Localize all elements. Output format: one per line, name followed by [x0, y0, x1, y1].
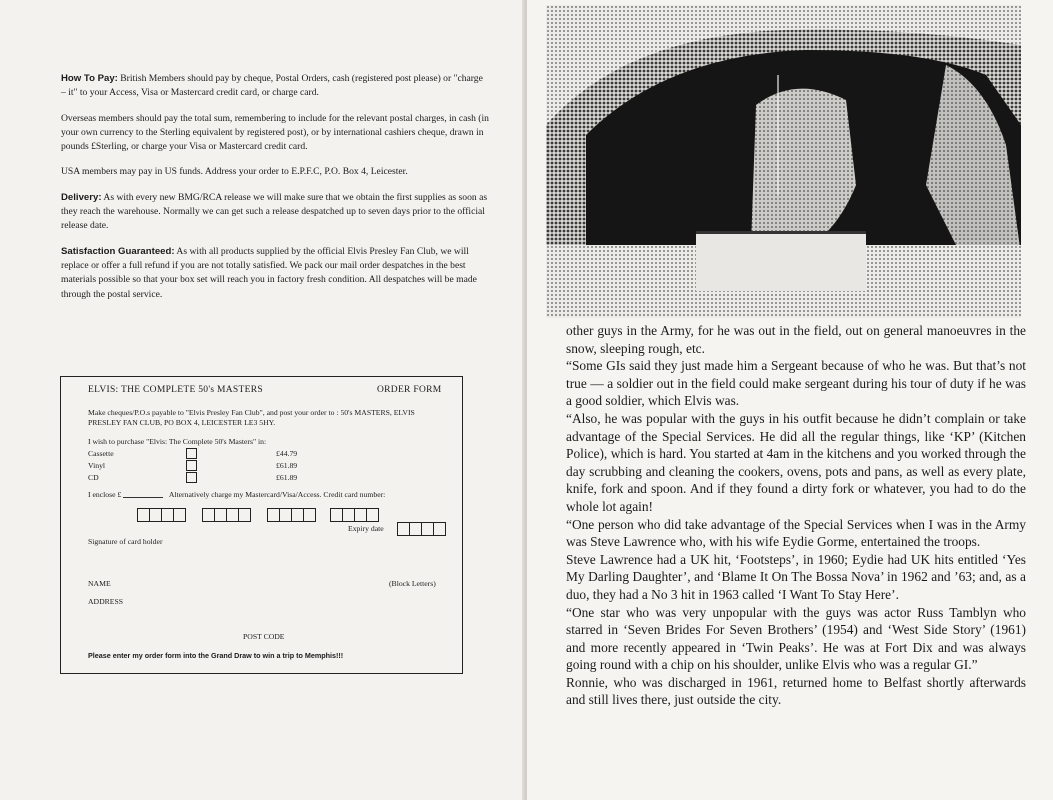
amount-field[interactable] [123, 497, 163, 498]
order-instructions: Make cheques/P.O.s payable to "Elvis Presley Fan Club", and post your order to : 50's MASTERS, ELVIS PRESLEY FAN CLUB, PO BOX 4, LEICESTER LE3 5HY. [88, 408, 415, 427]
how-to-pay-text: British Members should pay by cheque, Postal Orders, cash (registered post please) or "charge – it" to your Access, Visa or Mastercard credit card, or charge card. [61, 73, 483, 99]
cc-group-1[interactable] [137, 508, 185, 520]
enclose-row [88, 490, 458, 499]
enclose-label: I enclose £ [88, 490, 122, 499]
format-label: Cassette [88, 449, 114, 458]
alt-charge-label: Alternatively charge my Mastercard/Visa/Access. Credit card number: [168, 490, 386, 499]
order-form-title: ELVIS: THE COMPLETE 50's MASTERS [88, 385, 263, 395]
cc-group-4[interactable] [330, 508, 378, 520]
cc-group-3[interactable] [267, 508, 315, 520]
format-price: £61.89 [276, 461, 298, 470]
satisfaction-lead: Satisfaction Guaranteed: [61, 245, 175, 257]
left-page [0, 0, 525, 800]
address-label: ADDRESS [88, 597, 124, 606]
cc-group-2[interactable] [202, 508, 250, 520]
paragraph: Ronnie, who was discharged in 1961, returned home to Belfast shortly afterwards and still lives there, just outside the city. [566, 674, 1026, 708]
delivery-lead: Delivery: [61, 191, 102, 203]
usa-paragraph: USA members may pay in US funds. Address your order to E.P.F.C, P.O. Box 4, Leicester. [61, 166, 408, 178]
how-to-pay-paragraph [61, 72, 489, 101]
paragraph: Steve Lawrence had a UK hit, ‘Footsteps’, in 1960; Eydie had UK hits entitled ‘Yes My Darling Daughter’, and ‘Blame It On The Bossa Nova’ in 1962 and ’63; and, as a duo, they had a No 3 hit in 1963 called ‘I Want To Stay Here’. [566, 551, 1026, 602]
satisfaction-text: As with all products supplied by the official Elvis Presley Fan Club, we will replace or offer a full refund if you are not totally satisfied. We pack our mail order despatches in the best materials possible so that your box set will reach you in factory fresh condition. All despatches will be made through the postal service. [61, 245, 477, 300]
format-label: Vinyl [88, 461, 106, 470]
article-text [566, 322, 1026, 709]
grand-draw-text: Please enter my order form into the Grand Draw to win a trip to Memphis!!! [88, 651, 344, 660]
purchase-label: I wish to purchase "Elvis: The Complete 50's Masters" in: [88, 437, 267, 446]
block-letters-label: (Block Letters) [389, 579, 436, 588]
paragraph: “Some GIs said they just made him a Sergeant because of who he was. But that’s not true — a soldier out in the field could make sergeant during his tour of duty if he was a good soldier, which Elvis was. [566, 358, 1026, 409]
paragraph: “Also, he was popular with the guys in his outfit because he didn’t complain or take advantage of the Special Services. He did all the regular things, like ‘KP’ (Kitchen Police), which is hard. You started at 4am in the kitchens and you worked through the day scrubbing and cleaning the cookers, ovens, pots and pans, as well as every plate, knife, fork and spoon. And if they found a dirty fork or whatever, you had to do the whole lot again! [566, 410, 1026, 514]
cassette-checkbox[interactable] [186, 448, 197, 459]
satisfaction-paragraph [61, 245, 489, 302]
elvis-army-photo [546, 5, 1021, 318]
expiry-date-field[interactable] [397, 522, 445, 536]
name-label: NAME [88, 579, 111, 588]
format-row-cassette [88, 449, 328, 459]
postcode-label: POST CODE [243, 632, 285, 641]
format-price: £61.89 [276, 473, 298, 482]
signature-label: Signature of card holder [88, 537, 163, 546]
cd-checkbox[interactable] [186, 472, 197, 483]
paragraph: “One person who did take advantage of the Special Services when I was in the Army was Steve Lawrence who, with his wife Eydie Gorme, entertained the troops. [566, 516, 1026, 550]
order-form-label: ORDER FORM [377, 385, 442, 395]
expiry-label: Expiry date [348, 524, 384, 533]
format-row-cd [88, 473, 328, 483]
vinyl-checkbox[interactable] [186, 460, 197, 471]
format-price: £44.79 [276, 449, 298, 458]
format-row-vinyl [88, 461, 328, 471]
how-to-pay-lead: How To Pay: [61, 73, 118, 84]
paragraph: other guys in the Army, for he was out in the field, out on general manoeuvres in the snow, sleeping rough, etc. [566, 323, 1026, 356]
order-form [60, 376, 463, 674]
delivery-text: As with every new BMG/RCA release we will make sure that we obtain the first supplies as soon as they reach the warehouse. Normally we can get such a release despatched up to seven days prior to the official release date. [61, 191, 488, 232]
payment-info [61, 72, 489, 313]
format-label: CD [88, 473, 99, 482]
delivery-paragraph [61, 191, 489, 234]
paragraph: “One star who was very unpopular with the guys was actor Russ Tamblyn who starred in ‘Seven Brides For Seven Brothers’ (1954) and ‘West Side Story’ (1961) and more recently appeared in ‘Twin Peaks’. He was at Fort Dix and was always going round with a chip on his shoulder, unlike Elvis who was a regular GI.” [566, 604, 1026, 673]
overseas-paragraph: Overseas members should pay the total sum, remembering to include for the relevant postal charges, in cash (in your own currency to the Sterling equivalent by registered post), or by international cashiers cheque, drawn in pounds £Sterling, or charge your Visa or Mastercard credit card. [61, 112, 489, 153]
